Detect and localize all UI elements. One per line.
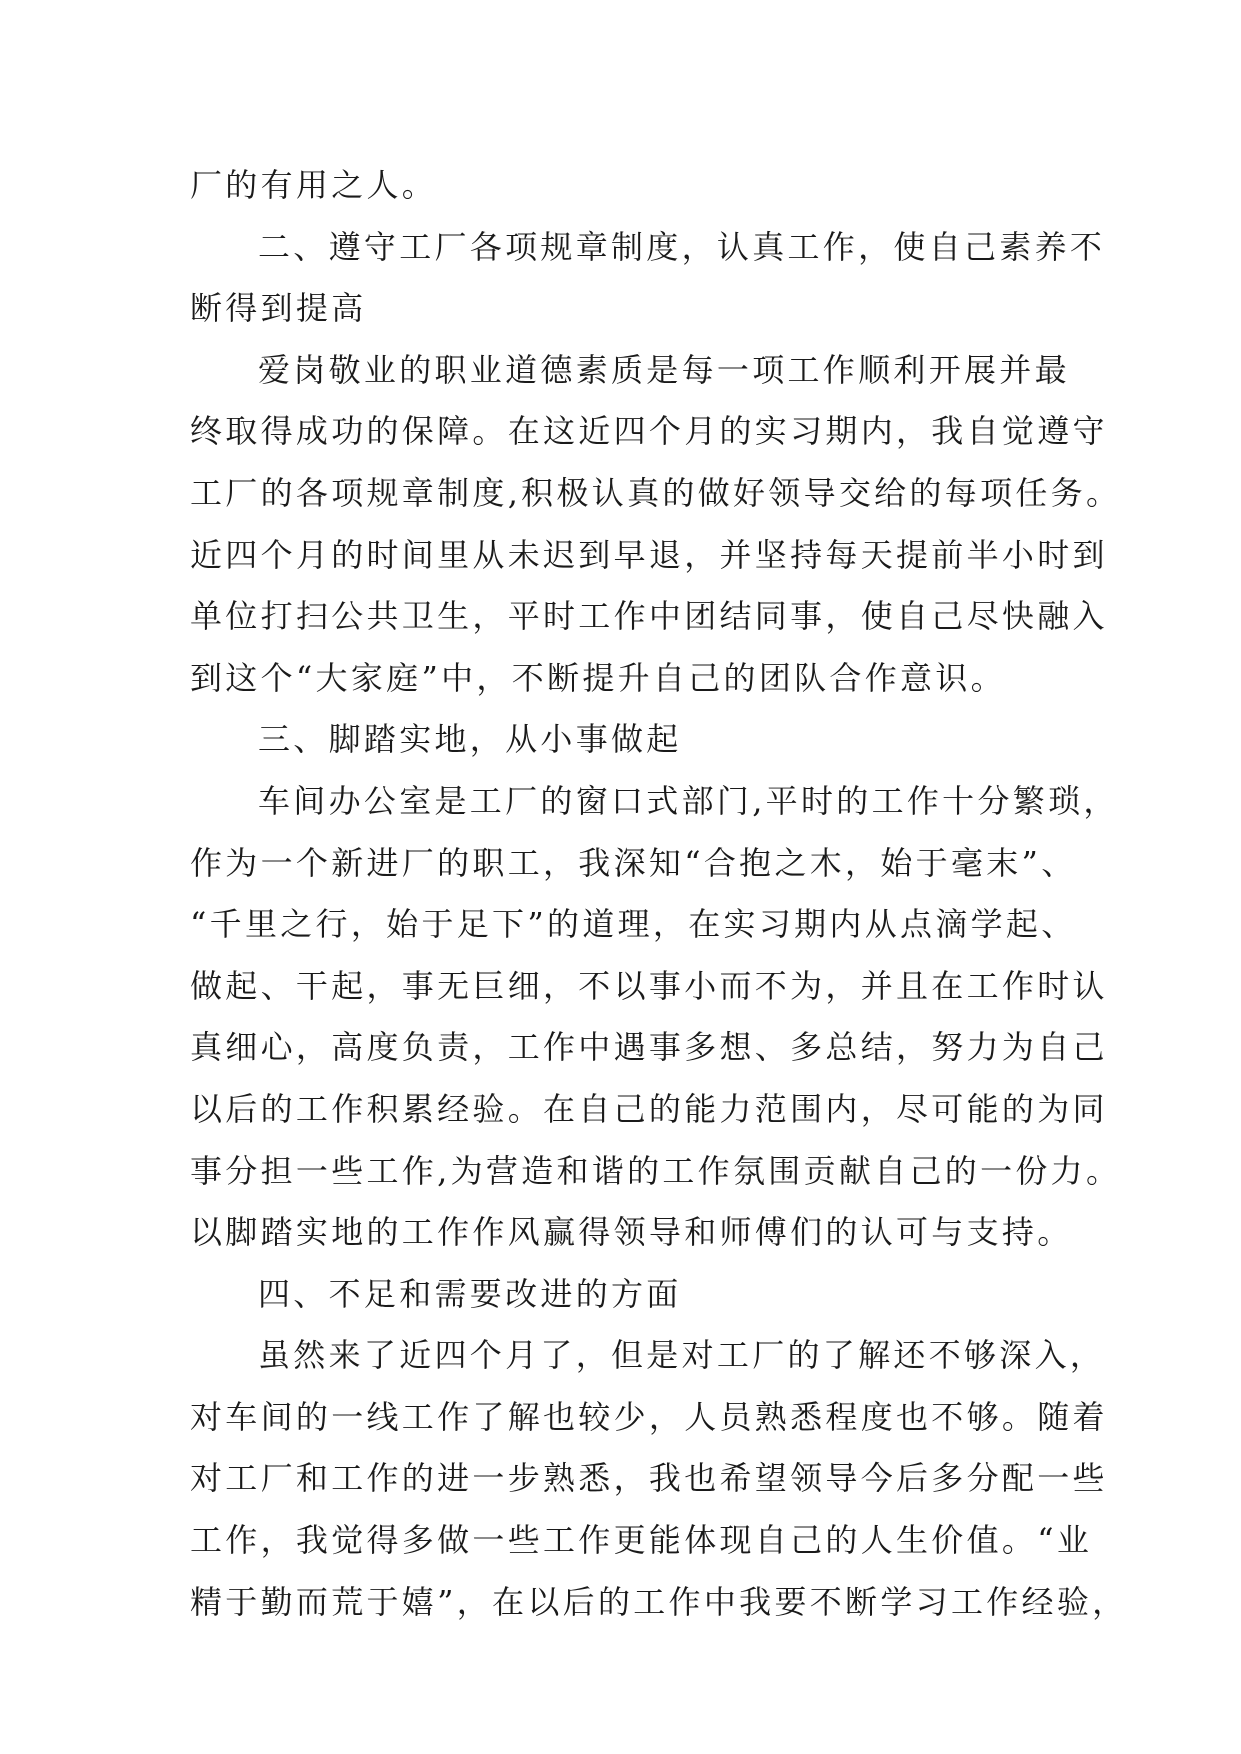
text-line: 厂的有用之人。 <box>190 166 438 204</box>
section-heading-2-cont: 断得到提高 <box>190 289 367 328</box>
text-line: 对车间的一线工作了解也较少，人员熟悉程度也不够。随着 <box>190 1397 1108 1436</box>
text-line: 到这个“大家庭”中，不断提升自己的团队合作意识。 <box>190 658 1006 697</box>
body-text <box>190 155 1128 1633</box>
text-line: 对工厂和工作的进一步熟悉，我也希望领导今后多分配一些 <box>190 1459 1108 1498</box>
text-line: 虽然来了近四个月了，但是对工厂的了解还不够深入， <box>258 1336 1106 1375</box>
text-line: 以后的工作积累经验。在自己的能力范围内，尽可能的为同 <box>190 1089 1108 1128</box>
text-line: 车间办公室是工厂的窗口式部门,平时的工作十分繁琐， <box>258 781 1119 820</box>
text-line: 作为一个新进厂的职工，我深知“合抱之木，始于毫末”、 <box>190 843 1077 882</box>
text-line: 工作，我觉得多做一些工作更能体现自己的人生价值。“业 <box>190 1521 1093 1560</box>
text-line: 爱岗敬业的职业道德素质是每一项工作顺利开展并最 <box>258 350 1070 389</box>
text-line: “千里之行，始于足下”的道理，在实习期内从点滴学起、 <box>190 905 1077 944</box>
section-heading-2: 二、遵守工厂各项规章制度，认真工作，使自己素养不 <box>258 227 1106 266</box>
text-line: 以脚踏实地的工作作风赢得领导和师傅们的认可与支持。 <box>190 1213 1073 1252</box>
text-line: 做起、干起，事无巨细，不以事小而不为，并且在工作时认 <box>190 966 1108 1005</box>
text-line: 工厂的各项规章制度,积极认真的做好领导交给的每项任务。 <box>190 473 1122 512</box>
text-line: 终取得成功的保障。在这近四个月的实习期内，我自觉遵守 <box>190 412 1108 451</box>
section-heading-4: 四、不足和需要改进的方面 <box>258 1274 682 1313</box>
text-line: 事分担一些工作,为营造和谐的工作氛围贡献自己的一份力。 <box>190 1151 1122 1190</box>
text-line: 近四个月的时间里从未迟到早退，并坚持每天提前半小时到 <box>190 535 1108 574</box>
text-line: 精于勤而荒于嬉”，在以后的工作中我要不断学习工作经验， <box>190 1582 1128 1621</box>
section-heading-3: 三、脚踏实地，从小事做起 <box>258 720 682 759</box>
text-line: 单位打扫公共卫生，平时工作中团结同事，使自己尽快融入 <box>190 597 1108 636</box>
text-line: 真细心，高度负责，工作中遇事多想、多总结，努力为自己 <box>190 1028 1108 1067</box>
